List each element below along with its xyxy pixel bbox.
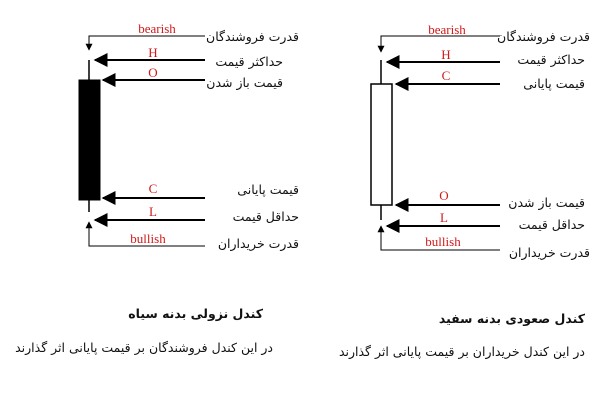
label-high-price: حداکثر قیمت xyxy=(215,54,283,69)
tag-low: L xyxy=(149,204,157,219)
bearish-candle-caption: در این کندل فروشندگان بر قیمت پایانی اثر گذارند xyxy=(15,340,273,355)
tag-bearish: bearish xyxy=(138,21,176,36)
tag-bullish: bullish xyxy=(130,231,166,246)
label-low-price: حداقل قیمت xyxy=(232,209,299,224)
label-seller-pressure-right: قدرت فروشندگان xyxy=(497,29,590,44)
label-open-price-right: قیمت باز شدن xyxy=(508,195,585,210)
label-buyer-pressure-right: قدرت خریداران xyxy=(508,245,590,260)
label-open-price: قیمت باز شدن xyxy=(206,75,283,90)
label-high-price-right: حداکثر قیمت xyxy=(517,52,585,67)
tag-high-right: H xyxy=(441,47,451,62)
tag-high: H xyxy=(148,45,158,60)
tag-open-right: O xyxy=(439,188,449,203)
bearish-candle-group xyxy=(15,21,299,356)
tag-low-right: L xyxy=(440,210,448,225)
tag-bullish-right: bullish xyxy=(425,234,461,249)
bullish-candle-group xyxy=(339,22,590,360)
bullish-candle-body xyxy=(371,84,392,205)
label-seller-pressure: قدرت فروشندگان xyxy=(206,29,299,44)
label-close-price-right: قیمت پایانی xyxy=(523,76,585,91)
label-close-price: قیمت پایانی xyxy=(237,182,299,197)
label-low-price-right: حداقل قیمت xyxy=(518,217,585,232)
bearish-candle-title: کندل نزولی بدنه سیاه xyxy=(128,306,263,321)
label-buyer-pressure: قدرت خریداران xyxy=(217,236,299,251)
tag-bearish-right: bearish xyxy=(428,22,466,37)
bearish-candle-body xyxy=(79,80,100,200)
tag-open: O xyxy=(148,65,158,80)
tag-close-right: C xyxy=(441,68,451,83)
bullish-candle-title: کندل صعودی بدنه سفید xyxy=(438,311,585,326)
seller-pressure-bracket xyxy=(89,36,205,50)
bullish-candle-caption: در این کندل خریداران بر قیمت پایانی اثر گذارند xyxy=(338,344,585,359)
tag-close: C xyxy=(148,181,158,196)
